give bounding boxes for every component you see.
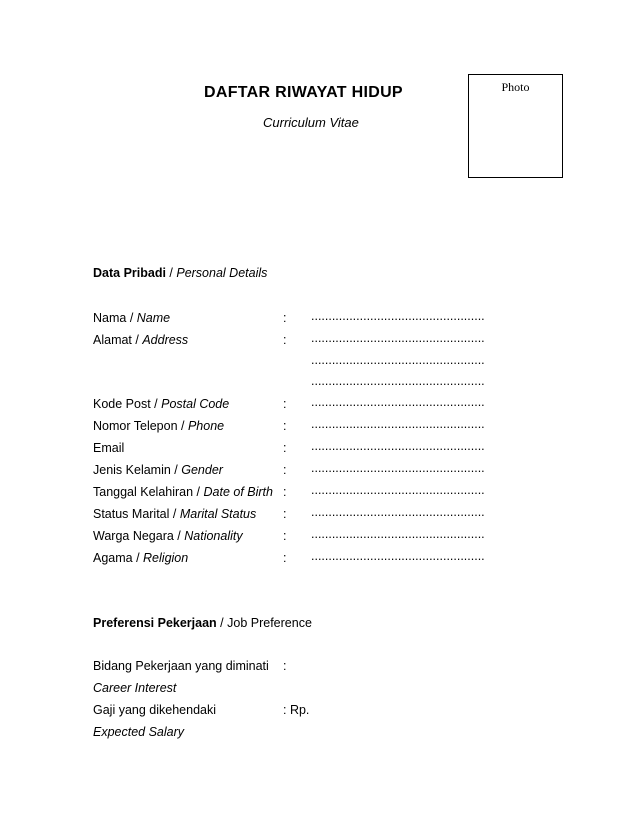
expected-salary-en: Expected Salary xyxy=(93,725,185,739)
field-blank[interactable]: .................................................. xyxy=(311,331,485,345)
field-label-en: Phone xyxy=(187,419,225,433)
field-label xyxy=(93,311,170,325)
field-blank[interactable]: .................................................. xyxy=(311,549,485,563)
field-colon: : xyxy=(283,441,287,455)
field-blank[interactable]: .................................................. xyxy=(311,483,485,497)
field-colon: : xyxy=(283,419,287,433)
career-interest-en: Career Interest xyxy=(93,681,177,695)
field-label-id: Agama xyxy=(93,551,133,565)
photo-placeholder xyxy=(468,74,563,178)
career-interest-label: Bidang Pekerjaan yang diminati xyxy=(93,659,269,673)
field-colon: : xyxy=(283,551,287,565)
field-label xyxy=(93,507,256,521)
field-blank[interactable]: .................................................. xyxy=(311,417,485,431)
field-blank[interactable]: .................................................. xyxy=(311,395,485,409)
field-colon: : xyxy=(283,463,287,477)
field-label-id: Nama xyxy=(93,311,127,325)
field-blank[interactable]: .................................................. xyxy=(311,353,485,367)
field-label-sep: / xyxy=(131,333,143,347)
field-colon: : xyxy=(283,529,287,543)
field-blank[interactable]: .................................................. xyxy=(311,439,485,453)
field-label xyxy=(93,529,243,543)
field-label-sep: / xyxy=(169,507,180,521)
field-label-sep: / xyxy=(126,311,137,325)
personal-details-heading xyxy=(93,266,267,280)
field-label xyxy=(93,551,188,565)
field-colon: : xyxy=(283,333,287,347)
field-blank[interactable]: .................................................. xyxy=(311,461,485,475)
field-label-en: Postal Code xyxy=(161,397,230,411)
field-label-en: Date of Birth xyxy=(203,485,273,499)
field-blank[interactable]: .................................................. xyxy=(311,374,485,388)
job-heading-bold: Preferensi Pekerjaan xyxy=(93,616,217,630)
field-colon: : xyxy=(283,397,287,411)
field-label-id: Jenis Kelamin xyxy=(93,463,171,477)
field-label-en: Nationality xyxy=(184,529,243,543)
field-colon: : xyxy=(283,507,287,521)
personal-heading-en: Personal Details xyxy=(176,266,268,280)
field-label-id: Alamat xyxy=(93,333,132,347)
field-label-sep: / xyxy=(177,419,188,433)
field-label-sep: / xyxy=(132,551,144,565)
field-label xyxy=(93,397,229,411)
field-label-id: Tanggal Kelahiran xyxy=(93,485,194,499)
field-colon: : xyxy=(283,485,287,499)
field-label-en: Marital Status xyxy=(179,507,257,521)
field-label-en: Gender xyxy=(181,463,223,477)
field-blank[interactable]: .................................................. xyxy=(311,527,485,541)
field-label xyxy=(93,333,188,347)
salary-value[interactable]: : Rp. xyxy=(283,703,310,717)
field-label-en: Address xyxy=(142,333,189,347)
field-label-sep: / xyxy=(173,529,185,543)
field-label-en: Religion xyxy=(143,551,189,565)
field-colon: : xyxy=(283,311,287,325)
job-preference-heading xyxy=(93,616,312,630)
document-title: DAFTAR RIWAYAT HIDUP xyxy=(204,84,403,101)
job-heading-rest: / Job Preference xyxy=(216,616,312,630)
expected-salary-label: Gaji yang dikehendaki xyxy=(93,703,216,717)
field-label: Email xyxy=(93,441,125,455)
field-label-en: Name xyxy=(136,311,171,325)
field-label xyxy=(93,463,223,477)
field-colon[interactable]: : xyxy=(283,659,287,673)
field-label-id: Status Marital xyxy=(93,507,170,521)
field-blank[interactable]: .................................................. xyxy=(311,309,485,323)
field-blank[interactable]: .................................................. xyxy=(311,505,485,519)
field-label xyxy=(93,485,273,499)
photo-label: Photo xyxy=(501,80,530,94)
field-label-id: Warga Negara xyxy=(93,529,174,543)
personal-heading-sep: / xyxy=(165,266,177,280)
document-subtitle: Curriculum Vitae xyxy=(263,115,359,130)
field-label-id: Kode Post xyxy=(93,397,151,411)
field-label-sep: / xyxy=(170,463,182,477)
field-label-id: Nomor Telepon xyxy=(93,419,178,433)
field-label-sep: / xyxy=(150,397,162,411)
field-label xyxy=(93,419,224,433)
personal-heading-bold: Data Pribadi xyxy=(93,266,166,280)
field-label-sep: / xyxy=(193,485,204,499)
